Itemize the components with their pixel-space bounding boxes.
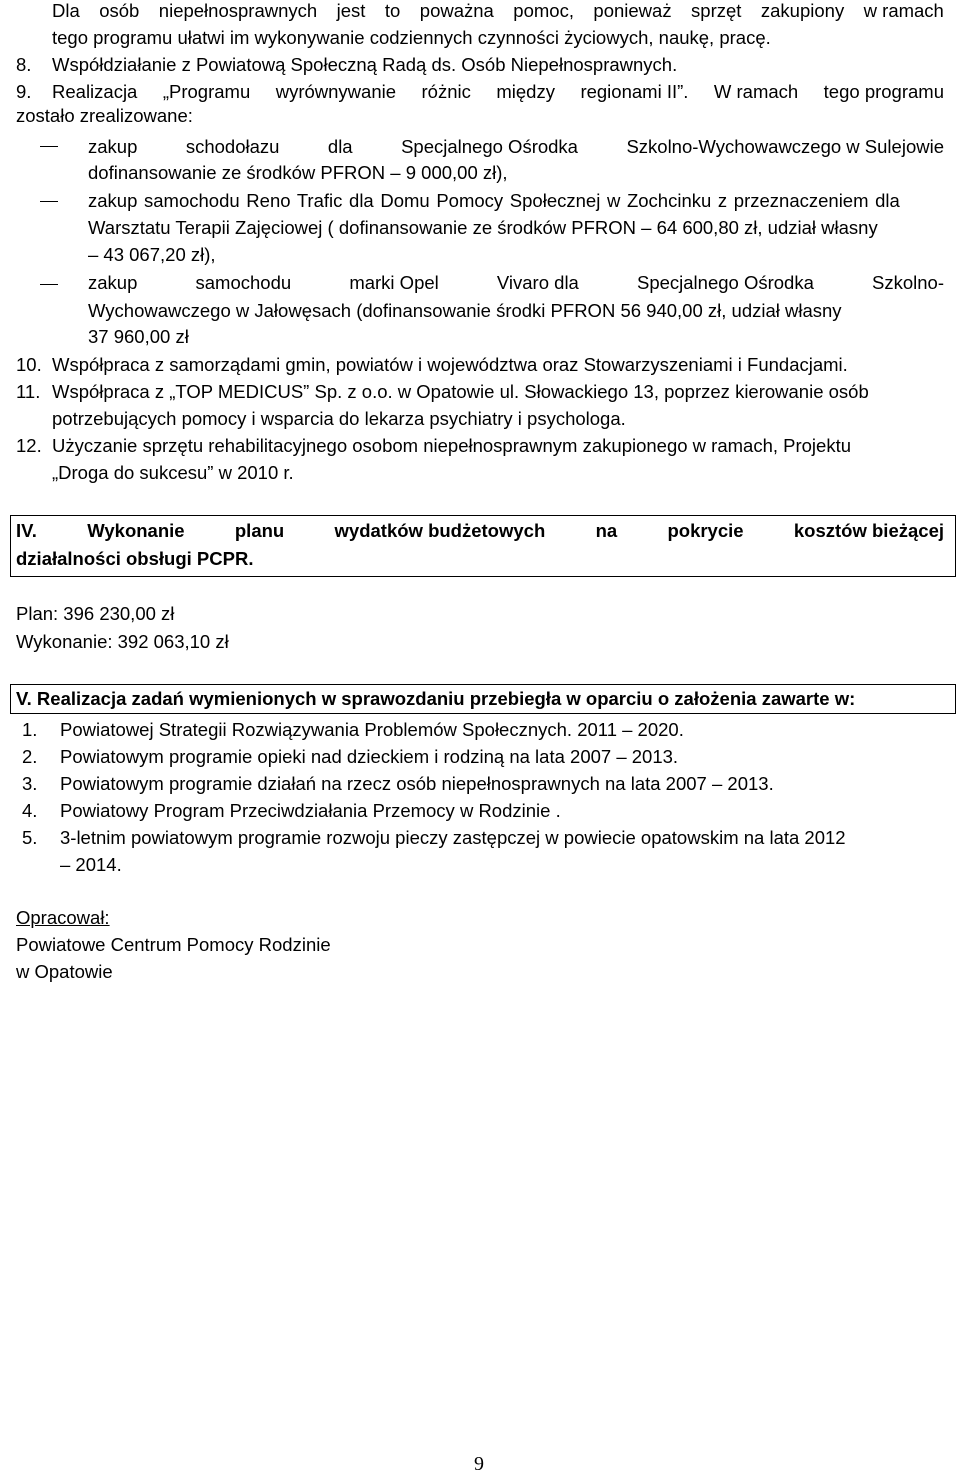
list-item: Powiatowej Strategii Rozwiązywania Problemów Społecznych. 2011 – 2020. <box>60 719 684 740</box>
prepared-by-line-1: Powiatowe Centrum Pomocy Rodzinie <box>16 934 331 955</box>
word: poważna <box>419 0 494 21</box>
bullet-2-line-3: – 43 067,20 zł), <box>88 244 216 265</box>
word: samochodu <box>195 272 292 293</box>
plan-value: Plan: 396 230,00 zł <box>16 603 175 624</box>
item-9-number: 9. <box>16 81 32 102</box>
word: tego programu <box>823 81 944 102</box>
bullet-1-line-2: dofinansowanie ze środków PFRON – 9 000,00 zł), <box>88 162 508 183</box>
word: wyrównywanie <box>275 81 397 102</box>
word: różnic <box>421 81 471 102</box>
word: regionami II”. <box>580 81 689 102</box>
word: jest <box>336 0 366 21</box>
dash-bullet <box>40 201 58 202</box>
list-item: Powiatowym programie opieki nad dzieckiem i rodziną na lata 2007 – 2013. <box>60 746 679 767</box>
section-4-heading-line-1 <box>16 520 944 542</box>
item-8-text: Współdziałanie z Powiatową Społeczną Radą ds. Osób Niepełnosprawnych. <box>52 54 678 75</box>
word: między <box>496 81 555 102</box>
word: zakupiony <box>760 0 845 21</box>
word: Specjalnego Ośrodka <box>636 272 814 293</box>
item-9-line-2: zostało zrealizowane: <box>16 105 193 126</box>
bullet-2-line-2: Warsztatu Terapii Zajęciowej ( dofinansowanie ze środków PFRON – 64 600,80 zł, udział własny <box>88 217 878 238</box>
list-item-number: 4. <box>22 800 38 821</box>
word: to <box>384 0 401 21</box>
item-11-line-1: Współpraca z „TOP MEDICUS” Sp. z o.o. w Opatowie ul. Słowackiego 13, poprzez kierowanie osób <box>52 381 869 402</box>
prepared-by-label: Opracował: <box>16 907 110 928</box>
word: zakup <box>88 136 138 157</box>
word: sprzęt <box>691 0 742 21</box>
list-item-number: 5. <box>22 827 38 848</box>
word: marki Opel <box>349 272 439 293</box>
item-8-number: 8. <box>16 54 32 75</box>
word: Dla <box>52 0 80 21</box>
word: niepełnosprawnych <box>158 0 318 21</box>
word: Realizacja <box>52 81 138 102</box>
item-10-number: 10. <box>16 354 42 375</box>
word: zakup <box>88 272 138 293</box>
intro-line-2: tego programu ułatwi im wykonywanie codziennych czynności życiowych, naukę, pracę. <box>52 27 771 48</box>
dash-bullet <box>40 146 58 147</box>
word: Szkolno- <box>872 272 944 293</box>
word: pokrycie <box>667 520 744 541</box>
word: Wykonanie <box>87 520 185 541</box>
list-item-number: 1. <box>22 719 38 740</box>
word: dla <box>327 136 353 157</box>
bullet-2-text: zakup samochodu Reno Trafic dla Domu Pomocy Społecznej w Zochcinku z przeznaczeniem dla <box>88 190 900 211</box>
item-12-line-1: Użyczanie sprzętu rehabilitacyjnego osobom niepełnosprawnym zakupionego w ramach, Projektu <box>52 435 852 456</box>
word: osób <box>99 0 140 21</box>
item-11-line-2: potrzebujących pomocy i wsparcia do lekarza psychiatry i psychologa. <box>52 408 626 429</box>
dash-bullet <box>40 284 58 285</box>
prepared-by-line-2: w Opatowie <box>16 961 113 982</box>
bullet-2-line-1 <box>88 190 944 212</box>
page-number: 9 <box>474 1453 484 1475</box>
word: W ramach <box>713 81 799 102</box>
word: schodołazu <box>185 136 280 157</box>
item-12-line-2: „Droga do sukcesu” w 2010 r. <box>52 462 294 483</box>
word: IV. <box>16 520 37 541</box>
word: ponieważ <box>593 0 672 21</box>
list-item-line-2: – 2014. <box>60 854 122 875</box>
list-item: 3-letnim powiatowym programie rozwoju pieczy zastępczej w powiecie opatowskim na lata 2012 <box>60 827 846 848</box>
word: wydatków budżetowych <box>334 520 546 541</box>
section-5-heading: V. Realizacja zadań wymienionych w sprawozdaniu przebiegła w oparciu o założenia zawarte w: <box>16 688 856 709</box>
bullet-1-line-1 <box>88 136 944 158</box>
bullet-3-line-1 <box>88 272 944 294</box>
word: w ramach <box>863 0 944 21</box>
item-11-number: 11. <box>16 381 41 402</box>
word: planu <box>234 520 285 541</box>
word: „Programu <box>162 81 251 102</box>
list-item-number: 2. <box>22 746 38 767</box>
list-item: Powiatowy Program Przeciwdziałania Przemocy w Rodzinie . <box>60 800 561 821</box>
list-item: Powiatowym programie działań na rzecz osób niepełnosprawnych na lata 2007 – 2013. <box>60 773 774 794</box>
word: na <box>595 520 618 541</box>
bullet-3-line-2: Wychowawczego w Jałowęsach (dofinansowanie środki PFRON 56 940,00 zł, udział własny <box>88 300 842 321</box>
word: pomoc, <box>513 0 574 21</box>
word: Specjalnego Ośrodka <box>401 136 578 157</box>
item-10-text: Współpraca z samorządami gmin, powiatów i województwa oraz Stowarzyszeniami i Fundacjami. <box>52 354 848 375</box>
word: Vivaro dla <box>496 272 579 293</box>
section-4-heading-line-2: działalności obsługi PCPR. <box>16 548 254 569</box>
list-item-number: 3. <box>22 773 38 794</box>
intro-line-1 <box>52 0 944 22</box>
execution-value: Wykonanie: 392 063,10 zł <box>16 631 229 652</box>
word: Szkolno-Wychowawczego w Sulejowie <box>626 136 944 157</box>
word: kosztów bieżącej <box>793 520 944 541</box>
bullet-3-line-3: 37 960,00 zł <box>88 326 189 347</box>
item-9-line-1 <box>52 81 944 103</box>
item-12-number: 12. <box>16 435 42 456</box>
